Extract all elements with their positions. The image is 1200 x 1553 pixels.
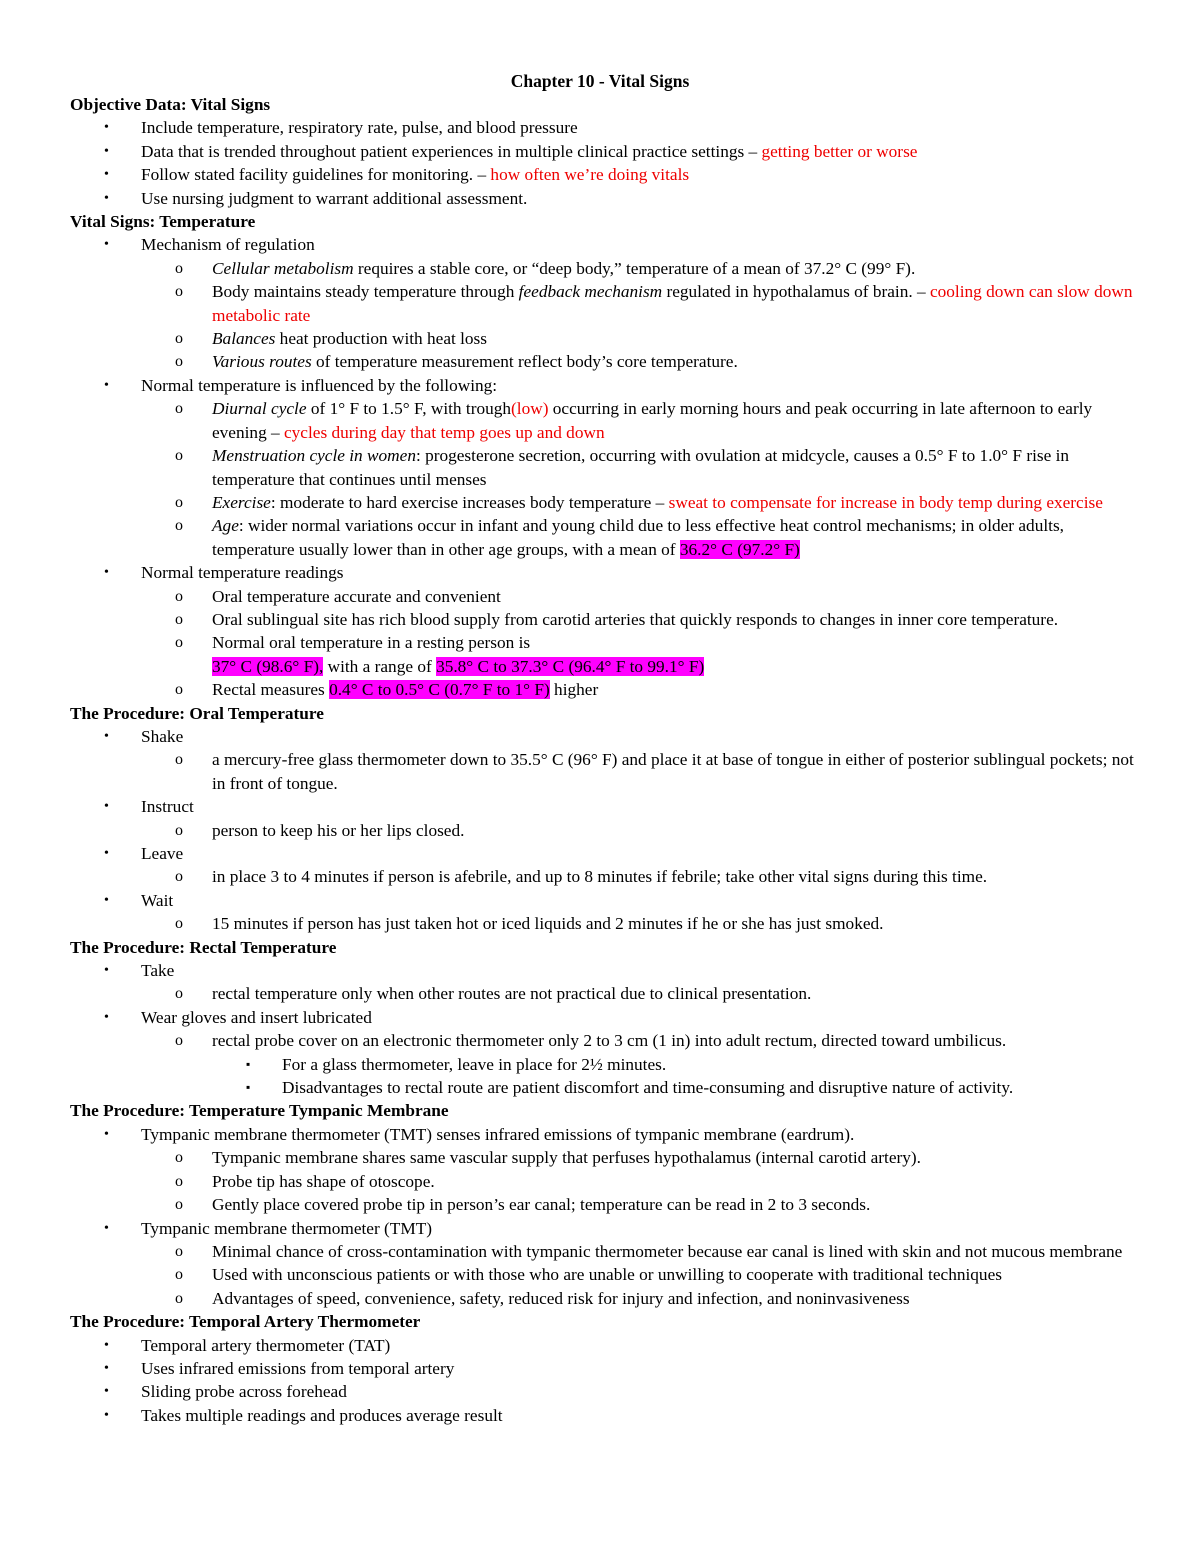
highlighted-text: 36.2° C (97.2° F)	[679, 539, 800, 559]
item-text: 15 minutes if person has just taken hot or iced liquids and 2 minutes if he or she has just smoked.	[212, 914, 884, 934]
list-item-level-1	[70, 1217, 1145, 1240]
highlighted-text: 37° C (98.6° F),	[212, 656, 324, 676]
item-text: Wait	[141, 890, 174, 910]
item-text: Oral sublingual site has rich blood supply from carotid arteries that quickly responds to changes in inner core temperature.	[212, 609, 1059, 629]
item-text: Used with unconscious patients or with those who are unable or unwilling to cooperate with traditional techniques	[212, 1265, 1002, 1285]
item-text: Data that is trended throughout patient experiences in multiple clinical practice settings –	[141, 141, 762, 161]
list-item-level-1	[70, 842, 1145, 865]
bullet-icon: o	[175, 1172, 183, 1190]
bullet-icon: o	[175, 330, 183, 348]
list-item-level-1	[70, 163, 1145, 186]
list-item-level-1	[70, 187, 1145, 210]
annotation-text: getting better or worse	[761, 141, 918, 161]
bullet-icon: •	[104, 728, 109, 744]
list-item-level-1	[70, 140, 1145, 163]
section-heading: The Procedure: Oral Temperature	[70, 703, 324, 723]
item-text: regulated in hypothalamus of brain. –	[662, 282, 930, 302]
section-heading: Vital Signs: Temperature	[70, 212, 256, 232]
list-item-level-2	[70, 865, 1145, 888]
bullet-icon: o	[175, 400, 183, 418]
item-text: Tympanic membrane thermometer (TMT) senses infrared emissions of tympanic membrane (eardrum).	[141, 1124, 855, 1144]
bullet-icon: o	[175, 681, 183, 699]
list-item-level-2	[70, 912, 1145, 935]
item-text: rectal temperature only when other routes are not practical due to clinical presentation.	[212, 984, 812, 1004]
item-text: Oral temperature accurate and convenient	[212, 586, 501, 606]
item-text: in place 3 to 4 minutes if person is afebrile, and up to 8 minutes if febrile; take other vital signs during this time.	[212, 867, 988, 887]
list-item-level-2	[70, 491, 1145, 514]
list-item-level-2	[70, 748, 1145, 795]
item-text: Normal temperature is influenced by the following:	[141, 375, 498, 395]
bullet-icon: o	[175, 283, 183, 301]
highlighted-text: 35.8° C to 37.3° C (96.4° F to 99.1° F)	[436, 656, 705, 676]
bullet-icon: o	[175, 517, 183, 535]
list-item-level-1	[70, 116, 1145, 139]
bullet-icon: o	[175, 985, 183, 1003]
bullet-icon: •	[104, 799, 109, 815]
list-item-level-1	[70, 1334, 1145, 1357]
highlighted-text: 0.4° C to 0.5° C (0.7° F to 1° F)	[329, 680, 550, 700]
bullet-icon: o	[175, 1196, 183, 1214]
bullet-icon: •	[104, 1220, 109, 1236]
item-text: feedback mechanism	[518, 282, 663, 302]
item-text: Wear gloves and insert lubricated	[141, 1007, 372, 1027]
list-item-level-2	[70, 1263, 1145, 1286]
list-item-level-2	[70, 327, 1145, 350]
list-item-level-2	[70, 280, 1145, 327]
list-item-level-2	[70, 1240, 1145, 1263]
bullet-icon: ▪	[246, 1056, 251, 1071]
item-text: Uses infrared emissions from temporal artery	[141, 1358, 455, 1378]
annotation-text: cooling down can slow down metabolic rate	[212, 282, 1133, 325]
list-item-level-2	[70, 1029, 1145, 1052]
list-item-level-2	[70, 444, 1145, 491]
item-text: a mercury-free glass thermometer down to 35.5° C (96° F) and place it at base of tongue in either of posterior sublingual pockets; not in front of tongue.	[212, 750, 1134, 793]
annotation-text: (low)	[511, 399, 549, 419]
list-item-level-2	[70, 819, 1145, 842]
bullet-icon: •	[104, 1384, 109, 1400]
item-text: of 1° F to 1.5° F, with trough	[306, 399, 512, 419]
section-heading: Objective Data: Vital Signs	[70, 95, 271, 114]
list-item-level-2	[70, 257, 1145, 280]
item-text: occurring in early morning hours and peak occurring in late afternoon to early evening –	[212, 399, 1093, 442]
bullet-icon: •	[104, 143, 109, 159]
list-item-level-1	[70, 374, 1145, 397]
bullet-icon: o	[175, 821, 183, 839]
item-text: Mechanism of regulation	[141, 235, 315, 255]
item-text: Shake	[141, 726, 184, 746]
list-item-level-1	[70, 561, 1145, 584]
list-item-level-2	[70, 585, 1145, 608]
item-text: Tympanic membrane shares same vascular supply that perfuses hypothalamus (internal carotid artery).	[212, 1148, 921, 1168]
bullet-icon: o	[175, 1032, 183, 1050]
list-item-level-1	[70, 233, 1145, 256]
item-text: rectal probe cover on an electronic thermometer only 2 to 3 cm (1 in) into adult rectum, directed toward umbilicus.	[212, 1031, 1007, 1051]
section-heading: The Procedure: Temporal Artery Thermometer	[70, 1312, 421, 1332]
item-text: heat production with heat loss	[275, 329, 488, 349]
item-text: Use nursing judgment to warrant additional assessment.	[141, 188, 528, 208]
item-text: Probe tip has shape of otoscope.	[212, 1171, 435, 1191]
list-item-level-2	[70, 678, 1145, 701]
item-text: Follow stated facility guidelines for monitoring. –	[141, 165, 491, 185]
item-text: Temporal artery thermometer (TAT)	[141, 1335, 391, 1355]
item-text: Tympanic membrane thermometer (TMT)	[141, 1218, 433, 1238]
item-text: Sliding probe across forehead	[141, 1382, 347, 1402]
item-text: Takes multiple readings and produces average result	[141, 1405, 503, 1425]
annotation-text: cycles during day that temp goes up and down	[284, 422, 605, 442]
document-title: Chapter 10 - Vital Signs	[510, 71, 690, 91]
bullet-icon: •	[104, 377, 109, 393]
bullet-icon: o	[175, 1242, 183, 1260]
bullet-icon: o	[175, 353, 183, 371]
bullet-icon: •	[104, 963, 109, 979]
list-item-level-1	[70, 795, 1145, 818]
item-text: Age	[212, 516, 239, 536]
bullet-icon: •	[104, 565, 109, 581]
list-item-level-2	[70, 350, 1145, 373]
item-text: Rectal measures	[212, 680, 330, 700]
item-text: higher	[549, 680, 599, 700]
bullet-icon: o	[175, 634, 183, 652]
list-item-level-1	[70, 1357, 1145, 1380]
list-item-level-2	[70, 982, 1145, 1005]
item-text: Exercise	[212, 492, 271, 512]
item-text: Normal oral temperature in a resting person is	[212, 633, 531, 653]
item-text: Minimal chance of cross-contamination with tympanic thermometer because ear canal is lined with skin and not mucous membrane	[212, 1241, 1123, 1261]
list-item-level-1	[70, 1404, 1145, 1427]
list-item-level-1	[70, 1380, 1145, 1403]
item-text: : wider normal variations occur in infant and young child due to less effective heat control mechanisms; in older adults, temperature usually lower than in other age groups, with a mean of	[212, 516, 1064, 559]
bullet-icon: o	[175, 868, 183, 886]
bullet-icon: o	[175, 1149, 183, 1167]
annotation-text: how often we’re doing vitals	[490, 165, 690, 185]
item-text: Include temperature, respiratory rate, pulse, and blood pressure	[141, 118, 578, 138]
list-item-level-2	[70, 608, 1145, 631]
bullet-icon: o	[175, 447, 183, 465]
section-heading: The Procedure: Rectal Temperature	[70, 937, 337, 957]
item-text: Menstruation cycle in women	[212, 446, 416, 466]
list-item-level-1	[70, 1123, 1145, 1146]
document-body	[70, 93, 1145, 1427]
item-text: Gently place covered probe tip in person’s ear canal; temperature can be read in 2 to 3 seconds.	[212, 1195, 871, 1215]
bullet-icon: •	[104, 892, 109, 908]
item-text: Balances	[212, 329, 276, 349]
list-item-level-2	[70, 514, 1145, 561]
bullet-icon: ▪	[246, 1080, 251, 1095]
bullet-icon: •	[104, 846, 109, 861]
bullet-icon: •	[104, 1009, 109, 1025]
list-item-level-3	[70, 1053, 1145, 1076]
list-item-level-2	[70, 1193, 1145, 1216]
item-text: Body maintains steady temperature through	[212, 282, 519, 302]
annotation-text: sweat to compensate for increase in body temp during exercise	[668, 492, 1103, 512]
section-heading: The Procedure: Temperature Tympanic Membrane	[70, 1101, 449, 1121]
bullet-icon: •	[104, 1360, 109, 1376]
item-text: requires a stable core, or “deep body,” temperature of a mean of 37.2° C (99° F).	[353, 258, 916, 278]
bullet-icon: o	[175, 1289, 183, 1307]
list-item-level-3	[70, 1076, 1145, 1099]
bullet-icon: •	[104, 1407, 109, 1423]
list-item-level-1	[70, 959, 1145, 982]
item-text: Instruct	[141, 797, 194, 817]
item-text: Disadvantages to rectal route are patient discomfort and time-consuming and disruptive nature of activity.	[282, 1078, 1014, 1098]
bullet-icon: o	[175, 493, 183, 511]
list-item-level-2	[70, 1287, 1145, 1310]
bullet-icon: •	[104, 1126, 109, 1142]
list-item-level-1	[70, 1006, 1145, 1029]
bullet-icon: o	[175, 751, 183, 769]
bullet-icon: •	[104, 120, 109, 136]
item-text: Normal temperature readings	[141, 563, 344, 583]
list-item-level-2	[70, 397, 1145, 444]
bullet-icon: o	[175, 915, 183, 933]
bullet-icon: •	[104, 1337, 109, 1353]
bullet-icon: o	[175, 610, 183, 628]
list-item-level-2	[70, 1146, 1145, 1169]
item-text: Diurnal cycle	[212, 399, 307, 419]
item-text: For a glass thermometer, leave in place for 2½ minutes.	[282, 1054, 667, 1074]
item-text: person to keep his or her lips closed.	[212, 820, 465, 840]
item-text: with a range of	[323, 656, 437, 676]
item-text: : moderate to hard exercise increases body temperature –	[270, 492, 669, 512]
item-text: Advantages of speed, convenience, safety, reduced risk for injury and infection, and noninvasiveness	[212, 1288, 910, 1308]
item-text: Leave	[141, 844, 184, 863]
list-item-level-1	[70, 889, 1145, 912]
bullet-icon: o	[175, 587, 183, 605]
bullet-icon: o	[175, 1266, 183, 1284]
list-item-level-2	[70, 1170, 1145, 1193]
item-text: Cellular metabolism	[212, 258, 354, 278]
list-item-level-2	[70, 631, 1145, 678]
bullet-icon: o	[175, 259, 183, 277]
bullet-icon: •	[104, 167, 109, 183]
item-text: Take	[141, 961, 175, 981]
item-text: of temperature measurement reflect body’s core temperature.	[311, 352, 738, 372]
item-text: : progesterone secretion, occurring with ovulation at midcycle, causes a 0.5° F to 1.0° F rise in temperature that continues until menses	[212, 446, 1070, 489]
list-item-level-1	[70, 725, 1145, 748]
bullet-icon: •	[104, 237, 109, 253]
bullet-icon: •	[104, 190, 109, 206]
item-text: Various routes	[212, 352, 312, 372]
